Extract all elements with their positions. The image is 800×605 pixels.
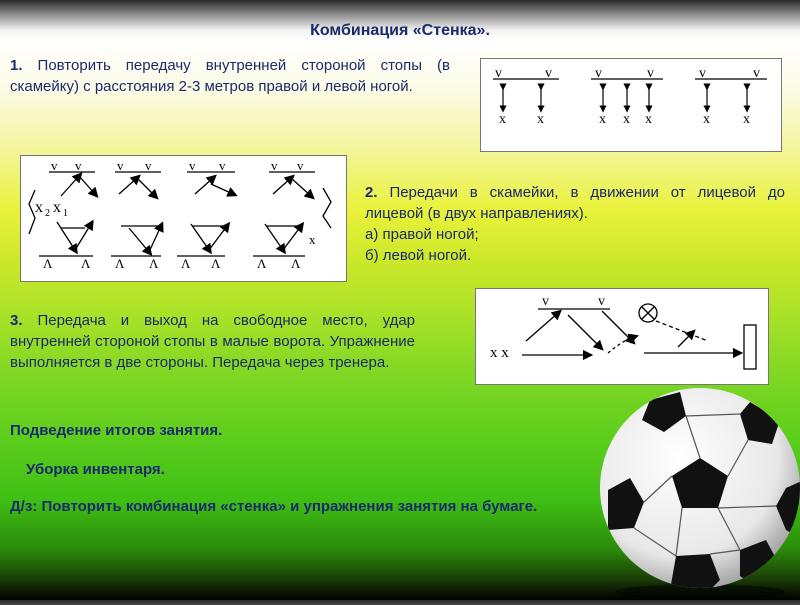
d2-x1-sub: 1 <box>63 208 68 219</box>
d2-lambda-5: Λ <box>181 256 191 271</box>
d2-x2-letter: x <box>35 199 43 216</box>
d1-x-4: x <box>623 112 630 127</box>
d1-x-7: x <box>743 112 750 127</box>
d2-lambda-1: Λ <box>43 256 53 271</box>
item-2-text <box>365 182 785 266</box>
item-2-body: Передачи в скамейки, в движении от лицевой до лицевой (в двух направлениях). <box>365 184 785 222</box>
item-2-number: 2. <box>365 184 378 201</box>
d1-x-3: x <box>599 112 606 127</box>
item-3-text <box>10 310 415 373</box>
d2-v-2: v <box>75 158 82 173</box>
d2-lambda-7: Λ <box>257 256 267 271</box>
d1-v-4: v <box>647 66 654 81</box>
diagram-1-svg <box>481 59 781 151</box>
d2-lambda-6: Λ <box>211 256 221 271</box>
d1-v-5: v <box>699 66 706 81</box>
cleanup-line: Уборка инвентаря. <box>26 461 165 478</box>
d2-lambda-8: Λ <box>291 256 301 271</box>
d2-v-4: v <box>145 158 152 173</box>
d2-lambda-4: Λ <box>149 256 159 271</box>
diagram-1 <box>480 58 782 152</box>
d3-v-2: v <box>598 294 605 309</box>
d2-lambda-2: Λ <box>81 256 91 271</box>
item-1-number: 1. <box>10 57 23 74</box>
d2-v-8: v <box>297 158 304 173</box>
d2-v-6: v <box>219 158 226 173</box>
d2-x-right: x <box>309 232 316 247</box>
d1-x-6: x <box>703 112 710 127</box>
soccer-ball-image <box>590 380 800 600</box>
d2-x1-letter: x <box>53 199 61 216</box>
item-2-sub-b: б) левой ногой. <box>365 247 472 264</box>
diagram-3 <box>475 288 769 385</box>
d1-x-1: x <box>499 112 506 127</box>
d2-v-5: v <box>189 158 196 173</box>
d2-v-1: v <box>51 158 58 173</box>
diagram-2 <box>20 155 347 282</box>
item-2-sub-a: а) правой ногой; <box>365 226 479 243</box>
d1-v-3: v <box>595 66 602 81</box>
summary-line: Подведение итогов занятия. <box>10 422 223 439</box>
diagram-2-svg <box>21 156 346 281</box>
d2-x2-sub: 2 <box>45 208 50 219</box>
d1-x-2: x <box>537 112 544 127</box>
d3-v-1: v <box>542 294 549 309</box>
d3-xx: x x <box>490 345 509 361</box>
d1-v-1: v <box>495 66 502 81</box>
item-3-number: 3. <box>10 312 23 329</box>
item-1-body: Повторить передачу внутренней стороной стопы (в скамейку) с расстояния 2-3 метров правой и левой ногой. <box>10 57 450 95</box>
d2-v-7: v <box>271 158 278 173</box>
d1-x-5: x <box>645 112 652 127</box>
homework-line: Д/з: Повторить комбинация «стенка» и упражнения занятия на бумаге. <box>10 498 538 515</box>
soccer-ball-svg <box>590 380 800 600</box>
d1-v-6: v <box>753 66 760 81</box>
slide-title: Комбинация «Стенка». <box>310 22 490 39</box>
d2-lambda-3: Λ <box>115 256 125 271</box>
item-1-text <box>10 55 450 97</box>
diagram-3-svg <box>476 289 768 384</box>
d2-v-3: v <box>117 158 124 173</box>
d1-v-2: v <box>545 66 552 81</box>
item-3-body: Передача и выход на свободное место, удар внутренней стороной стопы в малые ворота. Упражнение выполняется в две стороны. Передача через тренера. <box>10 312 416 371</box>
